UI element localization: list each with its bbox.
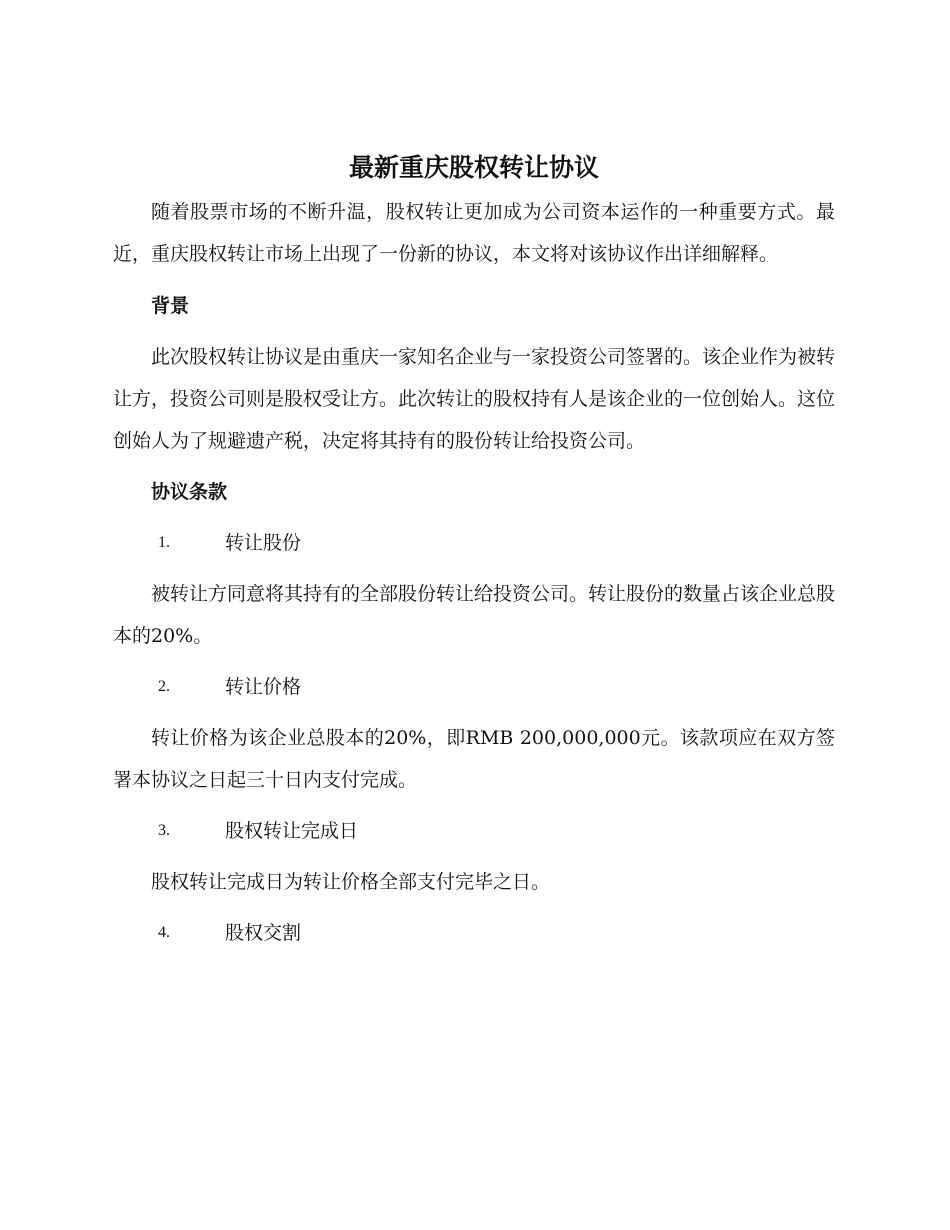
- intro-paragraph: 随着股票市场的不断升温，股权转让更加成为公司资本运作的一种重要方式。最近，重庆股权转让市场上出现了一份新的协议，本文将对该协议作出详细解释。: [113, 201, 835, 265]
- terms-heading: 协议条款: [151, 481, 228, 503]
- term-paragraph-3: 股权转让完成日为转让价格全部支付完毕之日。: [151, 871, 551, 893]
- document-page: [113, 150, 835, 963]
- term-number: 4.: [158, 924, 170, 941]
- term-number: 1.: [158, 534, 170, 551]
- term-title: 转让价格: [225, 676, 302, 698]
- term-number: 2.: [158, 678, 170, 695]
- document-title: 最新重庆股权转让协议: [348, 153, 599, 182]
- term-title: 转让股份: [225, 532, 302, 554]
- term-item-4: [113, 912, 835, 954]
- term-item-2: [113, 666, 835, 708]
- background-paragraph: 此次股权转让协议是由重庆一家知名企业与一家投资公司签署的。该企业作为被转让方，投资公司则是股权受让方。此次转让的股权持有人是该企业的一位创始人。这位创始人为了规避遗产税，决定将其持有的股份转让给投资公司。: [113, 346, 836, 452]
- term-paragraph-2: 转让价格为该企业总股本的20%，即RMB 200,000,000元。该款项应在双方签署本协议之日起三十日内支付完成。: [113, 727, 835, 791]
- term-item-1: [113, 522, 835, 564]
- term-title: 股权交割: [225, 922, 302, 944]
- term-item-3: [113, 810, 835, 852]
- term-paragraph-1: 被转让方同意将其持有的全部股份转让给投资公司。转让股份的数量占该企业总股本的20%。: [113, 583, 836, 647]
- background-heading: 背景: [151, 295, 190, 317]
- term-title: 股权转让完成日: [225, 820, 359, 842]
- term-number: 3.: [158, 822, 170, 839]
